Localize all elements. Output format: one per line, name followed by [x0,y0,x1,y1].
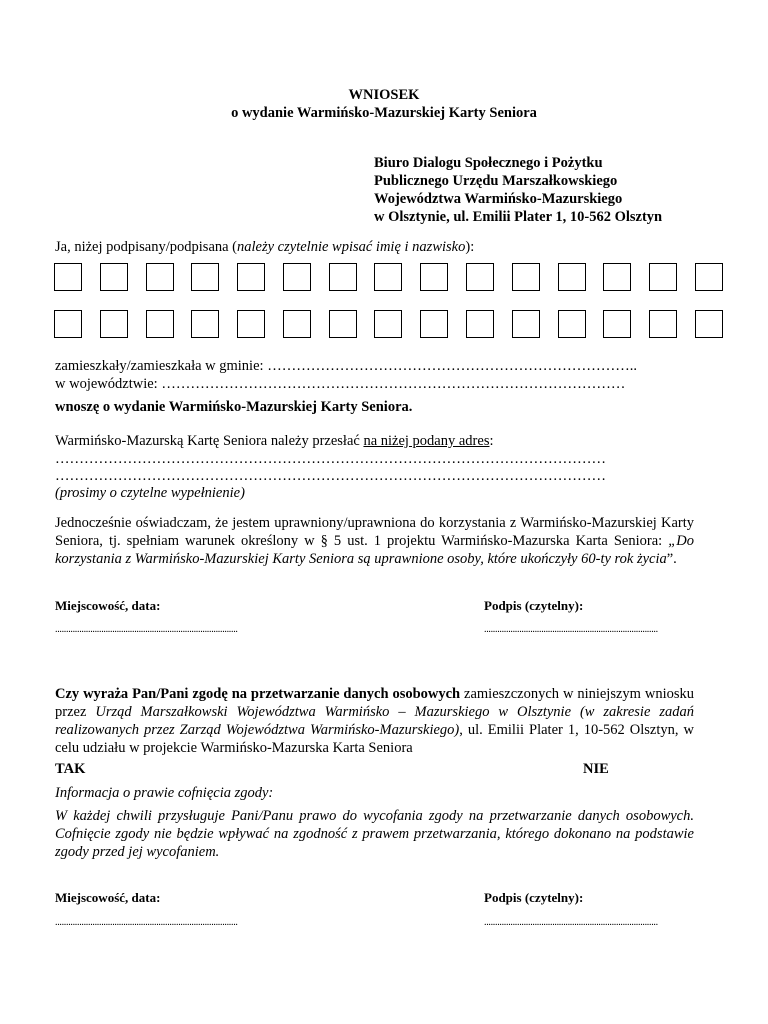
declaration-quote: „Do korzystania z Warmińsko-Mazurskiej Karty Seniora są uprawnione osoby, które ukończyły 60-ty rok życia [55,533,694,567]
voivodeship-line [55,375,695,393]
office-address-line-4: w Olsztynie, ul. Emilii Plater 1, 10-562 Olsztyn [374,209,663,225]
address-instruction-underlined: na niżej podany adres [363,433,490,449]
consent-question-end: , ul. Emilii Plater 1, 10-562 Olsztyn, w celu udziału w projekcie Warmińsko-Mazurska Karta Seniora [55,722,694,756]
form-title: WNIOSEK [348,87,420,103]
name-letter-box[interactable] [146,263,174,291]
name-letter-box[interactable] [466,263,494,291]
name-letter-box[interactable] [512,263,540,291]
voivodeship-field[interactable]: …………………………………………………………………………………… [161,376,626,392]
address-note: (prosimy o czytelne wypełnienie) [55,485,245,501]
signature-field-1[interactable]: ............................................................................... [484,624,658,635]
address-field-line-2[interactable]: …………………………………………………………………………………………………… [55,468,606,484]
name-letter-box[interactable] [100,310,128,338]
consent-no-option[interactable] [583,760,609,778]
name-letter-box[interactable] [420,263,448,291]
municipality-line [55,357,695,375]
signature-field-2[interactable]: ............................................................................... [484,917,658,928]
name-letter-box[interactable] [603,310,631,338]
office-address-line-1: Biuro Dialogu Społecznego i Pożytku [374,155,603,171]
signature-label-1: Podpis (czytelny): [484,598,584,613]
name-letter-box[interactable] [558,310,586,338]
declaration-paragraph [55,514,694,568]
applicant-intro-text: Ja, niżej podpisany/podpisana ( [55,239,238,255]
name-letter-box[interactable] [374,310,402,338]
address-instruction-text: Warmińsko-Mazurską Kartę Seniora należy przesłać [55,433,364,449]
name-letter-box[interactable] [191,310,219,338]
applicant-intro-end: ): [465,239,475,255]
declaration-text: Jednocześnie oświadczam, że jestem uprawniony/uprawniona do korzystania z Warmińsko-Mazurskiej Karty Seniora, tj. spełniam warunek określony w § 5 ust. 1 projektu Warmińsko-Mazurska Karta Seniora: [55,515,694,549]
office-address-line-3: Województwa Warmińsko-Mazurskiego [374,191,623,207]
municipality-field[interactable]: ………………………………………………………………….. [267,358,637,374]
name-letter-box[interactable] [558,263,586,291]
name-letter-box[interactable] [146,310,174,338]
name-letter-box[interactable] [237,263,265,291]
name-boxes-row-1 [54,263,723,291]
consent-question-bold: Czy wyraża Pan/Pani zgodę na przetwarzanie danych osobowych [55,686,461,702]
office-address-line-2: Publicznego Urzędu Marszałkowskiego [374,173,618,189]
address-instruction-end: : [489,433,494,449]
place-date-label-1: Miejscowość, data: [55,598,161,613]
withdrawal-info-text: W każdej chwili przysługuje Pani/Panu prawo do wycofania zgody na przetwarzanie danych osobowych. Cofnięcie zgody nie będzie wpływać na zgodność z prawem przetwarzania, którego dokonano na podstawie zgody przed jej wycofaniem. [55,808,694,860]
name-letter-box[interactable] [603,263,631,291]
name-letter-box[interactable] [374,263,402,291]
applicant-intro-instruction: należy czytelnie wpisać imię i nazwisko [237,239,466,255]
withdrawal-info-title: Informacja o prawie cofnięcia zgody: [55,785,274,801]
name-letter-box[interactable] [420,310,448,338]
declaration-end: ”. [666,551,677,567]
address-instruction [55,432,695,450]
name-letter-box[interactable] [512,310,540,338]
consent-question [55,685,694,757]
name-letter-box[interactable] [649,310,677,338]
name-letter-box[interactable] [649,263,677,291]
voivodeship-label: w województwie: [55,376,162,392]
consent-question-text: zamieszczonych w niniejszym wniosku przez [55,686,694,720]
signature-label-2: Podpis (czytelny): [484,890,584,905]
name-letter-box[interactable] [466,310,494,338]
name-letter-box[interactable] [329,263,357,291]
yes-label: TAK [55,761,86,777]
municipality-label: zamieszkały/zamieszkała w gminie: [55,358,268,374]
form-subtitle: o wydanie Warmińsko-Mazurskiej Karty Seniora [231,105,537,121]
place-date-field-1[interactable]: ................................................................................... [55,624,238,635]
name-letter-box[interactable] [329,310,357,338]
name-boxes-row-2 [54,310,723,338]
address-field-line-1[interactable]: …………………………………………………………………………………………………… [55,451,606,467]
consent-office: Urząd Marszałkowski Województwa Warmińsko – Mazurskiego w Olsztynie (w zakresie zadań realizowanych przez Zarząd Województwa Warmińsko-Mazurskiego) [55,704,694,738]
name-letter-box[interactable] [100,263,128,291]
name-letter-box[interactable] [237,310,265,338]
place-date-label-2: Miejscowość, data: [55,890,161,905]
name-letter-box[interactable] [283,310,311,338]
name-letter-box[interactable] [695,263,723,291]
name-letter-box[interactable] [695,310,723,338]
request-statement: wnoszę o wydanie Warmińsko-Mazurskiej Karty Seniora. [55,399,413,415]
consent-yes-option[interactable] [55,760,85,778]
name-letter-box[interactable] [191,263,219,291]
name-letter-box[interactable] [54,310,82,338]
applicant-intro [55,238,695,256]
name-letter-box[interactable] [283,263,311,291]
no-label: NIE [583,761,609,777]
place-date-field-2[interactable]: ................................................................................... [55,917,238,928]
name-letter-box[interactable] [54,263,82,291]
